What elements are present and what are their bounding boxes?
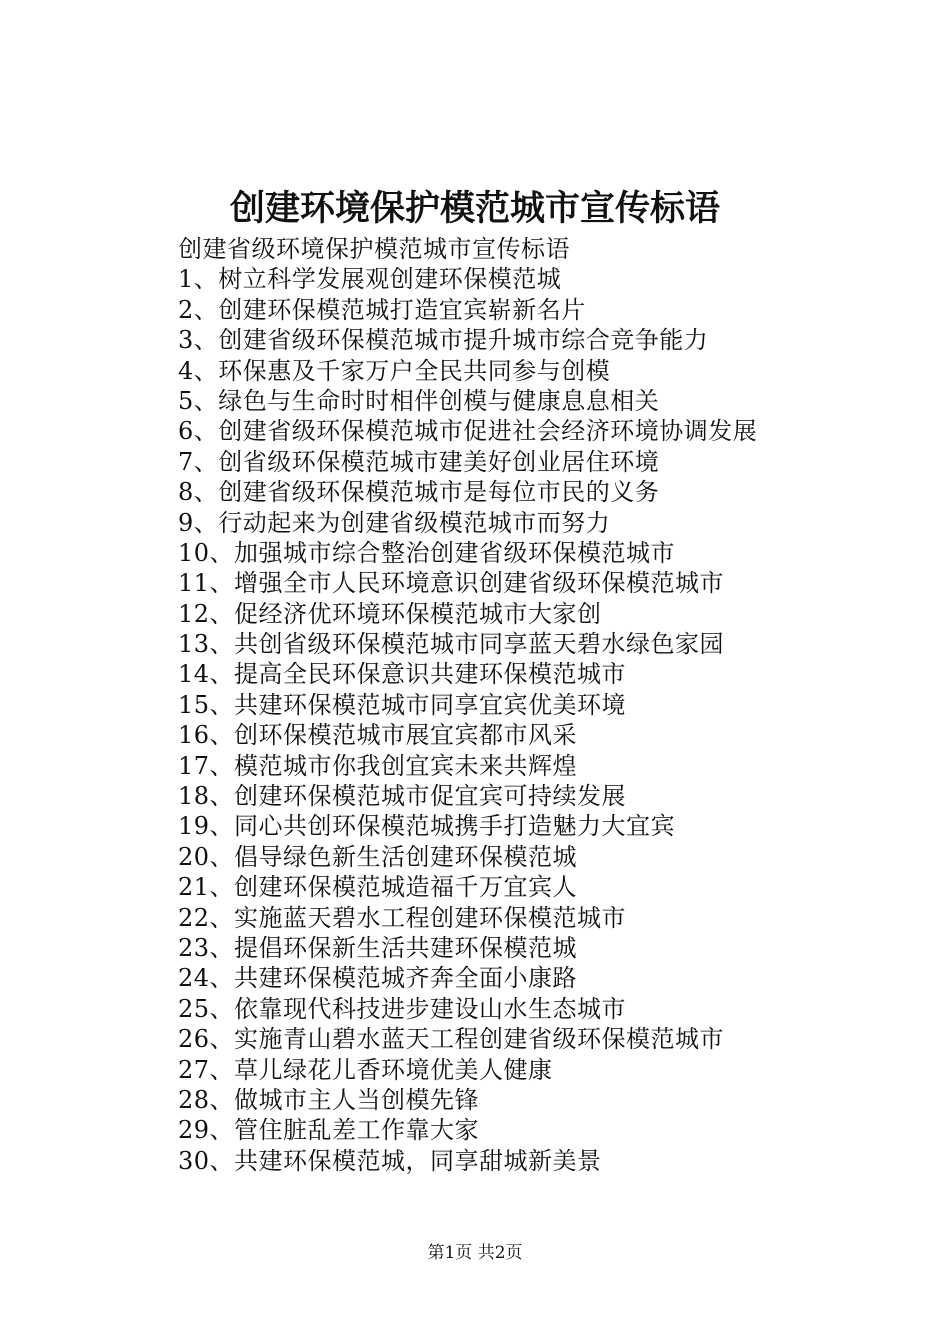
list-item: 2、创建环保模范城打造宜宾崭新名片	[178, 295, 586, 324]
list-item: 1、树立科学发展观创建环保模范城	[178, 265, 562, 294]
list-item: 18、创建环保模范城市促宜宾可持续发展	[178, 782, 627, 811]
list-item: 14、提高全民环保意识共建环保模范城市	[178, 660, 627, 689]
list-item: 20、倡导绿色新生活创建环保模范城	[178, 842, 578, 871]
list-item: 11、增强全市人民环境意识创建省级环保模范城市	[178, 569, 725, 598]
list-item: 5、绿色与生命时时相伴创模与健康息息相关	[178, 386, 660, 415]
list-item: 10、加强城市综合整治创建省级环保模范城市	[178, 538, 676, 567]
list-item: 8、创建省级环保模范城市是每位市民的义务	[178, 478, 660, 507]
list-item: 12、促经济优环境环保模范城市大家创	[178, 599, 602, 628]
list-item: 23、提倡环保新生活共建环保模范城	[178, 933, 578, 962]
page-number: 第1页 共2页	[427, 1243, 523, 1263]
intro-line: 创建省级环境保护模范城市宣传标语	[178, 235, 570, 263]
document-title: 创建环境保护模范城市宣传标语	[229, 188, 720, 229]
list-item: 21、创建环保模范城造福千万宜宾人	[178, 873, 578, 902]
list-item: 29、管住脏乱差工作靠大家	[178, 1116, 480, 1145]
list-item: 30、共建环保模范城，同享甜城新美景	[178, 1146, 602, 1175]
list-item: 13、共创省级环保模范城市同享蓝天碧水绿色家园	[178, 630, 725, 659]
list-item: 7、创省级环保模范城市建美好创业居住环境	[178, 447, 660, 476]
list-item: 24、共建环保模范城齐奔全面小康路	[178, 964, 578, 993]
slogan-list	[178, 234, 918, 1176]
list-item: 27、草儿绿花儿香环境优美人健康	[178, 1055, 553, 1084]
list-item: 6、创建省级环保模范城市促进社会经济环境协调发展	[178, 417, 758, 446]
list-item: 26、实施青山碧水蓝天工程创建省级环保模范城市	[178, 1025, 725, 1054]
list-item: 9、行动起来为创建省级模范城市而努力	[178, 508, 611, 537]
list-item: 17、模范城市你我创宜宾未来共辉煌	[178, 751, 578, 780]
list-item: 22、实施蓝天碧水工程创建环保模范城市	[178, 903, 627, 932]
list-item: 28、做城市主人当创模先锋	[178, 1085, 480, 1114]
list-item: 3、创建省级环保模范城市提升城市综合竞争能力	[178, 326, 709, 355]
list-item: 25、依靠现代科技进步建设山水生态城市	[178, 994, 627, 1023]
list-item: 16、创环保模范城市展宜宾都市风采	[178, 721, 578, 750]
list-item: 15、共建环保模范城市同享宜宾优美环境	[178, 690, 627, 719]
list-item: 4、环保惠及千家万户全民共同参与创模	[178, 356, 611, 385]
list-item: 19、同心共创环保模范城携手打造魅力大宜宾	[178, 812, 676, 841]
